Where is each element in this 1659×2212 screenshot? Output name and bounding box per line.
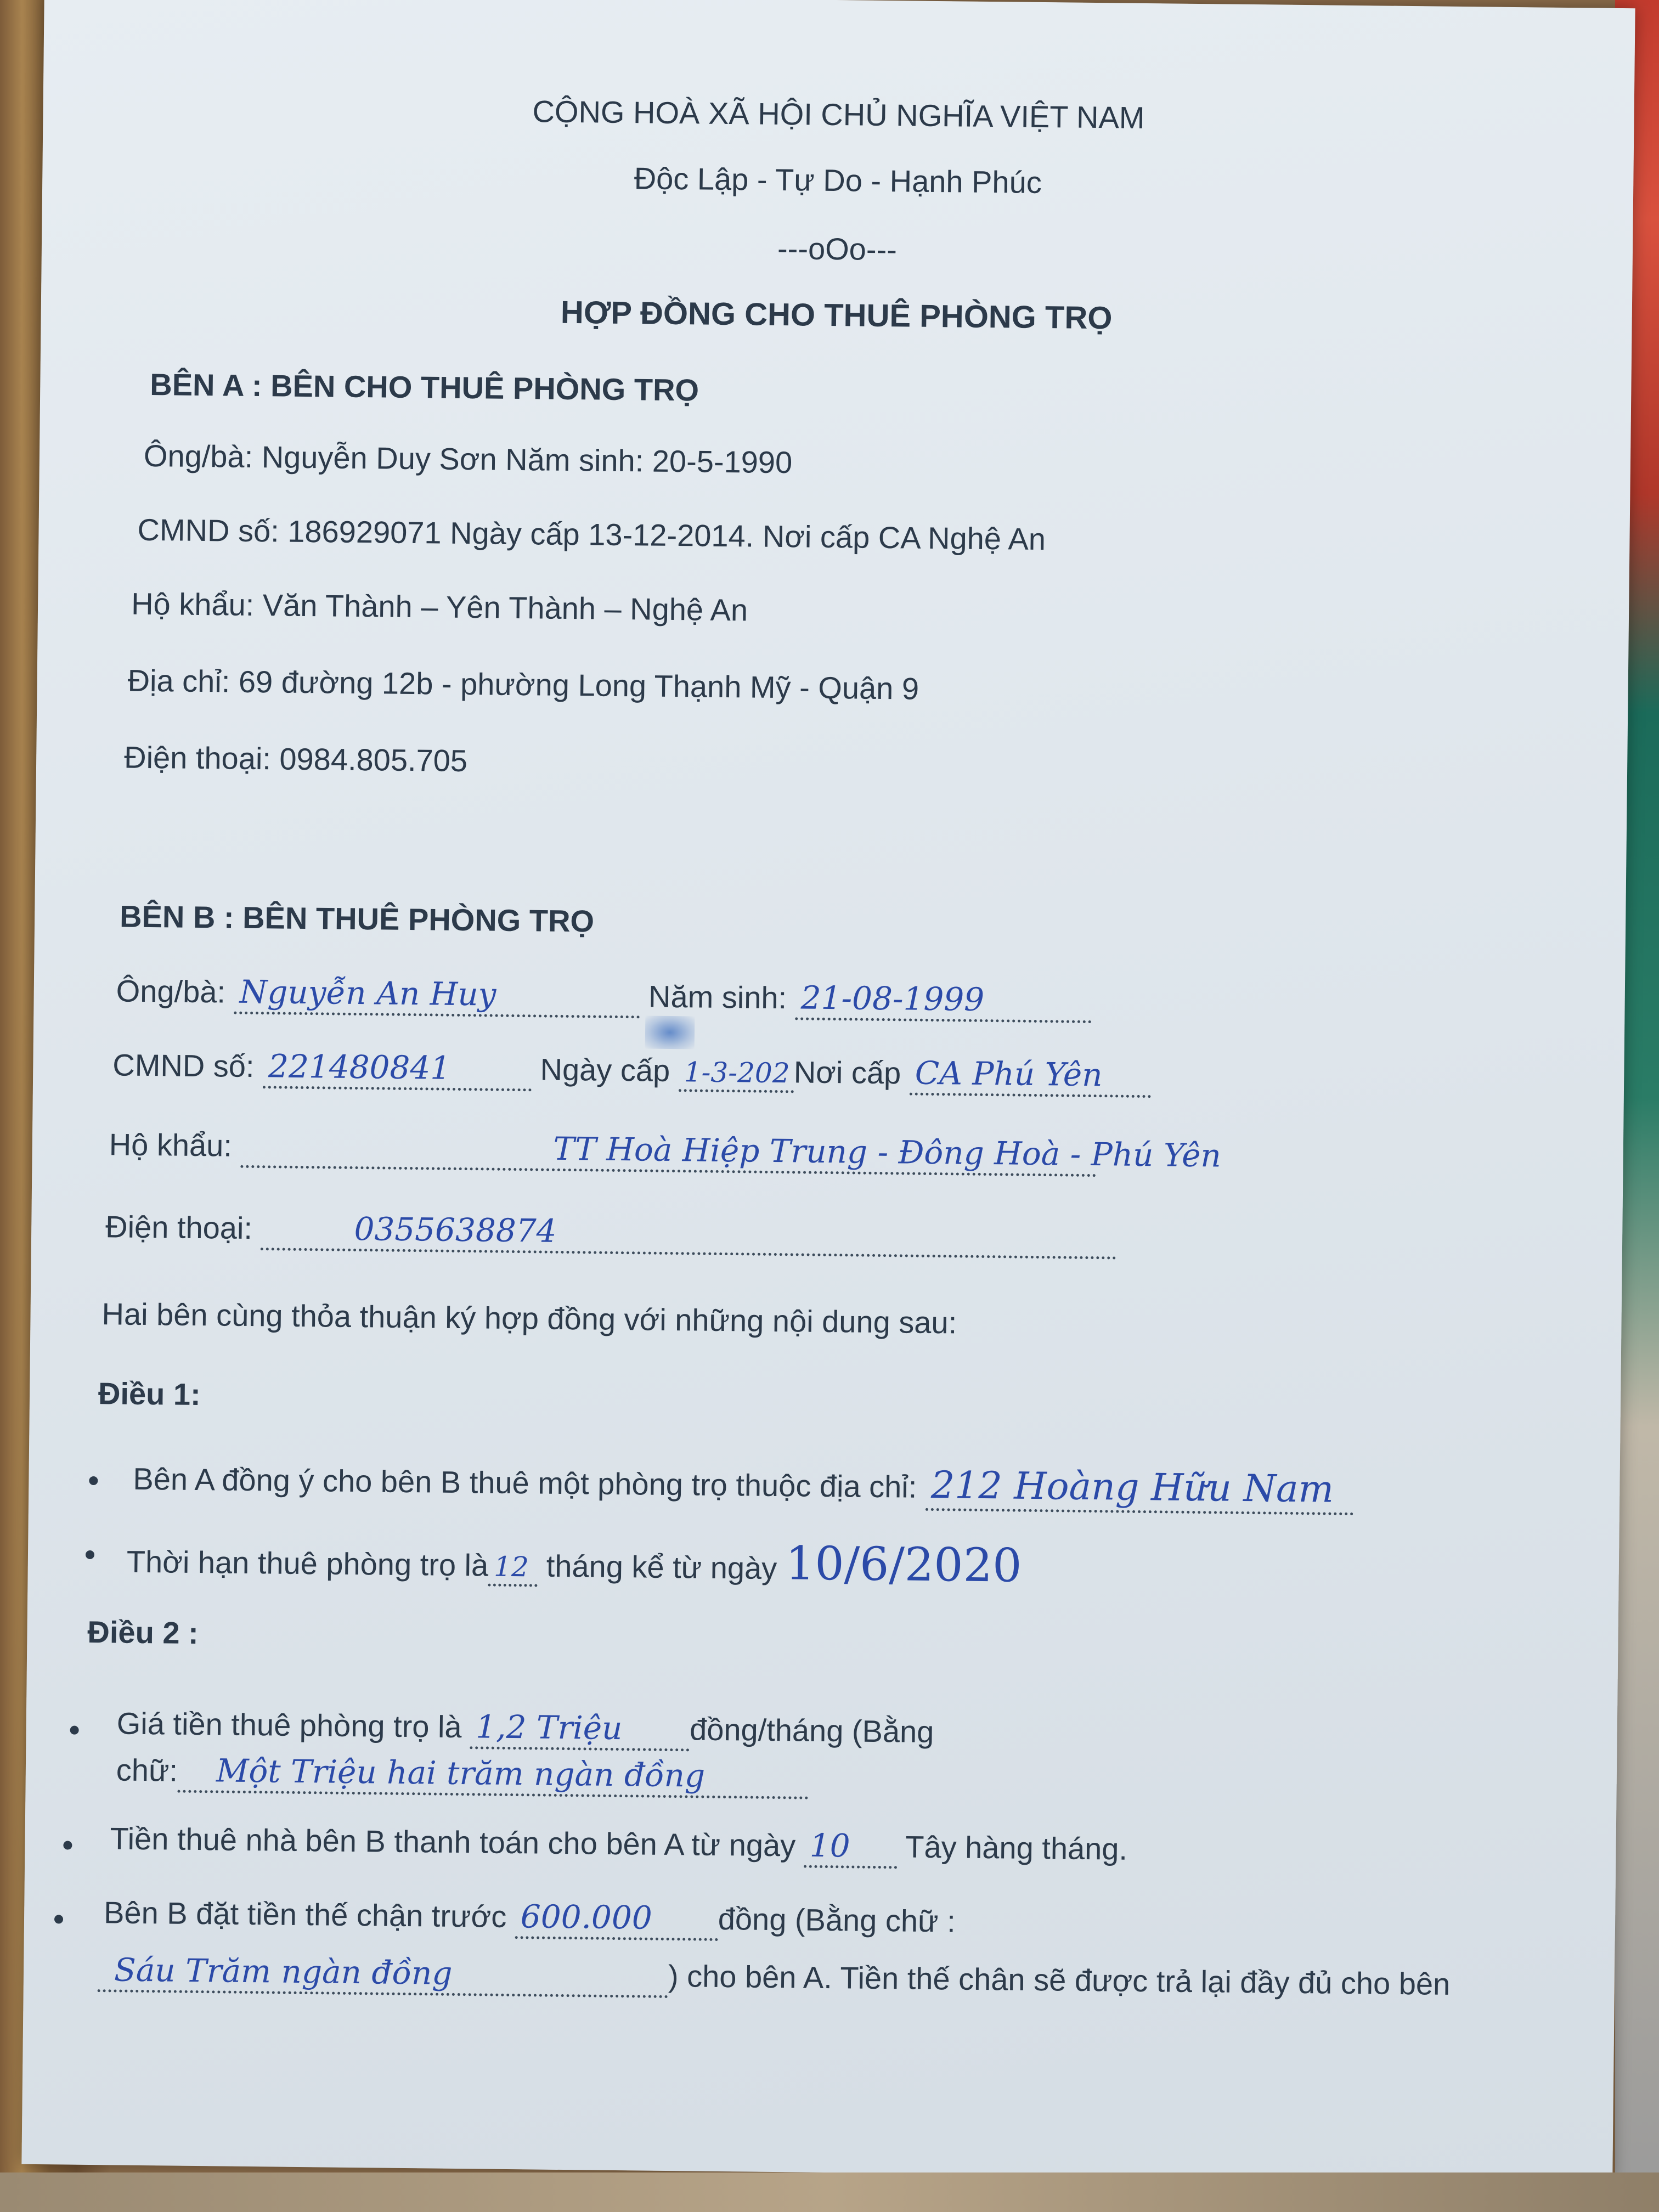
party-b-household-field	[240, 1127, 1222, 1177]
party-a-address: Địa chỉ: 69 đường 12b - phường Long Thạnh Mỹ - Quận 9	[127, 663, 919, 706]
ink-blot	[645, 1015, 695, 1049]
party-b-birth-value: 21-08-1999	[800, 979, 985, 1018]
price-field	[470, 1708, 690, 1751]
party-b-issue-place-value: CA Phú Yên	[915, 1054, 1103, 1094]
party-b-name-row	[116, 972, 1092, 1023]
deposit-text-a: Bên B đặt tiền thế chận trước	[103, 1895, 507, 1934]
contract-document	[21, 0, 1635, 2181]
party-b-name-field	[234, 973, 640, 1018]
party-a-id: CMND số: 186929071 Ngày cấp 13-12-2014. Nơi cấp CA Nghệ An	[137, 512, 1046, 557]
agreement-intro: Hai bên cùng thỏa thuận ký hợp đồng với những nội dung sau:	[101, 1296, 957, 1340]
price-words-value: Một Triệu hai trăm ngàn đồng	[216, 1752, 706, 1795]
party-b-phone-row	[105, 1207, 1117, 1259]
article-1-item-1-text: Bên A đồng ý cho bên B thuê một phòng trọ thuộc địa chỉ:	[133, 1461, 917, 1504]
party-b-phone-label: Điện thoại:	[105, 1209, 253, 1246]
deposit-field	[515, 1898, 718, 1940]
party-b-phone-field	[261, 1209, 1117, 1259]
bullet-dot	[54, 1915, 63, 1923]
payment-day-field	[804, 1827, 898, 1869]
start-date-value: 10/6/2020	[785, 1536, 1023, 1593]
party-b-id-field	[263, 1047, 532, 1091]
article-1-item-2	[126, 1529, 1022, 1594]
article-1-address-field	[925, 1463, 1353, 1515]
price-text-a: Giá tiền thuê phòng trọ là	[116, 1706, 462, 1745]
party-b-issue-place-label: Nơi cấp	[793, 1054, 901, 1091]
deposit-text-b: đồng (Bằng chữ :	[718, 1901, 956, 1939]
party-b-household-value: TT Hoà Hiệp Trung - Đông Hoà - Phú Yên	[553, 1130, 1222, 1175]
party-b-household-label: Hộ khẩu:	[109, 1127, 233, 1163]
party-a-phone: Điện thoại: 0984.805.705	[123, 740, 468, 778]
article-2-price-words	[116, 1751, 809, 1799]
header-separator: ---oOo---	[777, 230, 898, 267]
deposit-words-value: Sáu Trăm ngàn đồng	[114, 1951, 453, 1992]
payment-day-value: 10	[809, 1826, 850, 1865]
deposit-value: 600.000	[520, 1898, 653, 1937]
party-b-household-row	[109, 1125, 1222, 1176]
bullet-dot	[70, 1726, 79, 1735]
party-a-heading: BÊN A : BÊN CHO THUÊ PHÒNG TRỌ	[150, 366, 699, 408]
deposit-text-c: ) cho bên A. Tiền thế chân sẽ được trả lại đầy đủ cho bên	[668, 1959, 1451, 2001]
article-1-item-2-text-a: Thời hạn thuê phòng trọ là	[126, 1544, 489, 1583]
party-b-birth-label: Năm sinh:	[648, 979, 787, 1015]
bullet-dot	[89, 1476, 98, 1485]
article-1-address-value: 212 Hoàng Hữu Nam	[930, 1464, 1334, 1511]
price-text-b: đồng/tháng (Bằng	[689, 1712, 934, 1750]
party-b-issue-date-value: 1-3-202	[684, 1056, 790, 1090]
party-b-name-label: Ông/bà:	[116, 973, 226, 1009]
article-2-price	[116, 1704, 934, 1753]
party-b-phone-value: 0355638874	[354, 1210, 557, 1250]
term-months-field	[488, 1547, 538, 1587]
party-a-name: Ông/bà: Nguyễn Duy Sơn Năm sinh: 20-5-1990	[143, 438, 793, 480]
article-1-item-1	[133, 1455, 1353, 1515]
party-a-household: Hộ khẩu: Văn Thành – Yên Thành – Nghệ An	[131, 586, 748, 628]
price-words-field	[178, 1752, 809, 1799]
background-surface-bottom	[0, 2172, 1659, 2212]
deposit-words-field	[98, 1951, 669, 1997]
party-b-id-row	[112, 1046, 1151, 1097]
price-words-label: chữ:	[116, 1752, 178, 1788]
payment-text-a: Tiền thuê nhà bên B thanh toán cho bên A từ ngày	[110, 1821, 796, 1863]
bullet-dot	[86, 1550, 94, 1559]
party-b-name-value: Nguyễn An Huy	[239, 973, 496, 1013]
term-months-value: 12	[493, 1550, 529, 1583]
party-b-issue-place-field	[909, 1054, 1151, 1098]
party-b-issue-date-field	[678, 1052, 794, 1093]
article-2-deposit-words	[98, 1951, 1451, 2006]
party-b-heading: BÊN B : BÊN THUÊ PHÒNG TRỌ	[119, 899, 595, 939]
payment-text-b: Tây hàng tháng.	[905, 1829, 1128, 1866]
article-2-payment	[110, 1819, 1127, 1871]
party-b-birth-field	[795, 979, 1092, 1023]
bullet-dot	[63, 1841, 72, 1849]
article-1-heading: Điều 1:	[98, 1376, 201, 1412]
document-title: HỢP ĐỒNG CHO THUÊ PHÒNG TRỌ	[560, 294, 1113, 336]
national-title: CỘNG HOÀ XÃ HỘI CHỦ NGHĨA VIỆT NAM	[532, 94, 1145, 135]
party-b-id-value: 221480841	[268, 1047, 451, 1087]
article-2-heading: Điều 2 :	[87, 1614, 199, 1651]
national-motto: Độc Lập - Tự Do - Hạnh Phúc	[634, 161, 1042, 200]
party-b-id-label: CMND số:	[112, 1047, 255, 1084]
contract-paper	[21, 0, 1635, 2181]
article-1-item-2-text-b: tháng kể từ ngày	[546, 1548, 777, 1586]
price-value: 1,2 Triệu	[475, 1708, 623, 1747]
article-2-deposit	[104, 1893, 956, 1943]
party-b-issue-date-label: Ngày cấp	[540, 1052, 670, 1088]
